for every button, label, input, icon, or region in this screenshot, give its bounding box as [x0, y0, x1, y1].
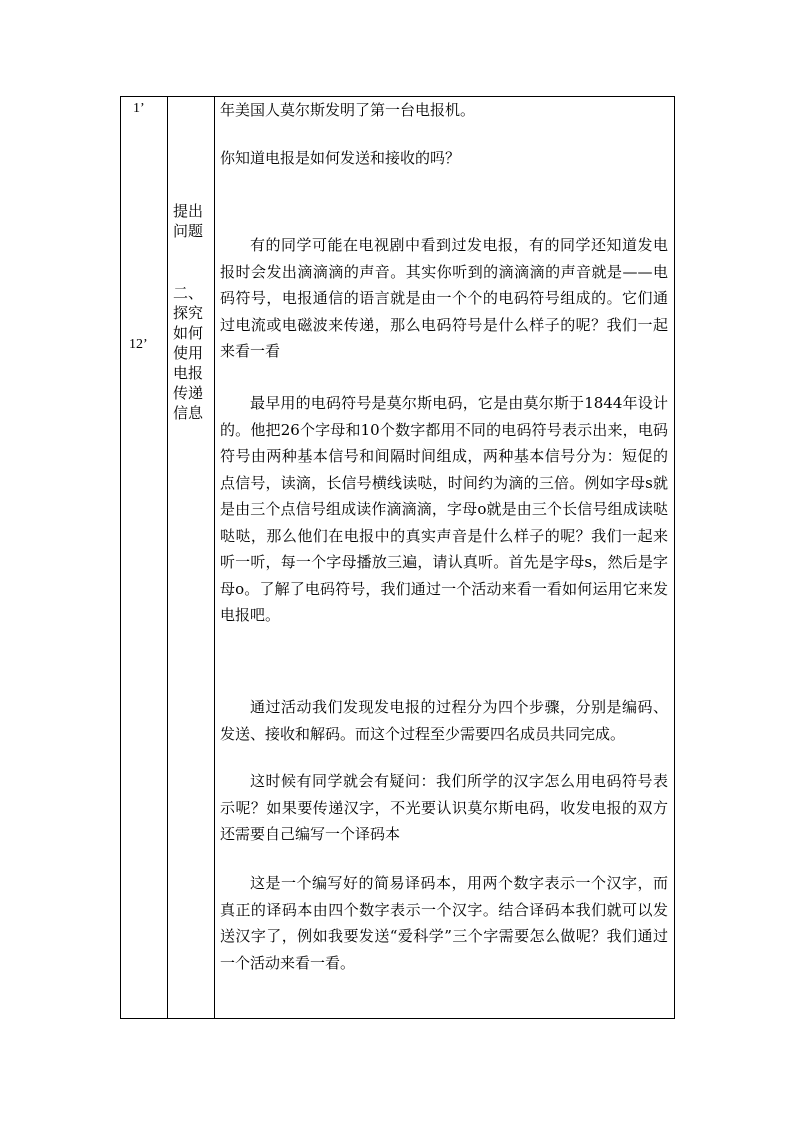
- content-paragraph: 这是一个编写好的简易译码本，用两个数字表示一个汉字，而真正的译码本由四个数字表示一个汉字。结合译码本我们就可以发送汉字了，例如我要发送“爱科学”三个字需要怎么做呢？我们通过一个活动来看一看。: [220, 874, 668, 972]
- phase-label: 二、探究如何使用电报传递信息: [173, 284, 204, 422]
- phase-column: [167, 97, 214, 1018]
- content-paragraph: 通过活动我们发现发电报的过程分为四个步骤，分别是编码、发送、接收和解码。而这个过程至少需要四名成员共同完成。: [220, 698, 668, 743]
- phase-label: 提出问题: [173, 202, 204, 240]
- content-paragraph: 年美国人莫尔斯发明了第一台电报机。: [220, 101, 476, 119]
- time-column: [121, 97, 167, 1018]
- lesson-plan-table: [120, 96, 675, 1019]
- content-paragraph: 有的同学可能在电视剧中看到过发电报，有的同学还知道发电报时会发出滴滴滴的声音。其实你听到的滴滴滴的声音就是——电码符号，电报通信的语言就是由一个个的电码符号组成的。它们通过电流或电磁波来传递，那么电码符号是什么样子的呢？我们一起来看一看: [220, 236, 668, 360]
- time-cell: 12’: [129, 337, 148, 352]
- content-paragraph: 最早用的电码符号是莫尔斯电码，它是由莫尔斯于1844年设计的。他把26个字母和10个数字都用不同的电码符号表示出来，电码符号由两种基本信号和间隔时间组成，两种基本信号分为：短促的点信号，读滴，长信号横线读哒，时间约为滴的三倍。例如字母s就是由三个点信号组成读作滴滴滴，字母o就是由三个长信号组成读哒哒哒，那么他们在电报中的真实声音是什么样子的呢？我们一起来听一听，每一个字母播放三遍，请认真听。首先是字母s，然后是字母o。了解了电码符号，我们通过一个活动来看一看如何运用它来发电报吧。: [220, 394, 668, 624]
- content-column: [214, 97, 674, 1018]
- content-paragraph: 这时候有同学就会有疑问：我们所学的汉字怎么用电码符号表示呢？如果要传递汉字，不光要认识莫尔斯电码，收发电报的双方还需要自己编写一个译码本: [220, 772, 668, 843]
- content-paragraph: 你知道电报是如何发送和接收的吗？: [220, 149, 461, 167]
- time-cell: 1’: [133, 101, 145, 116]
